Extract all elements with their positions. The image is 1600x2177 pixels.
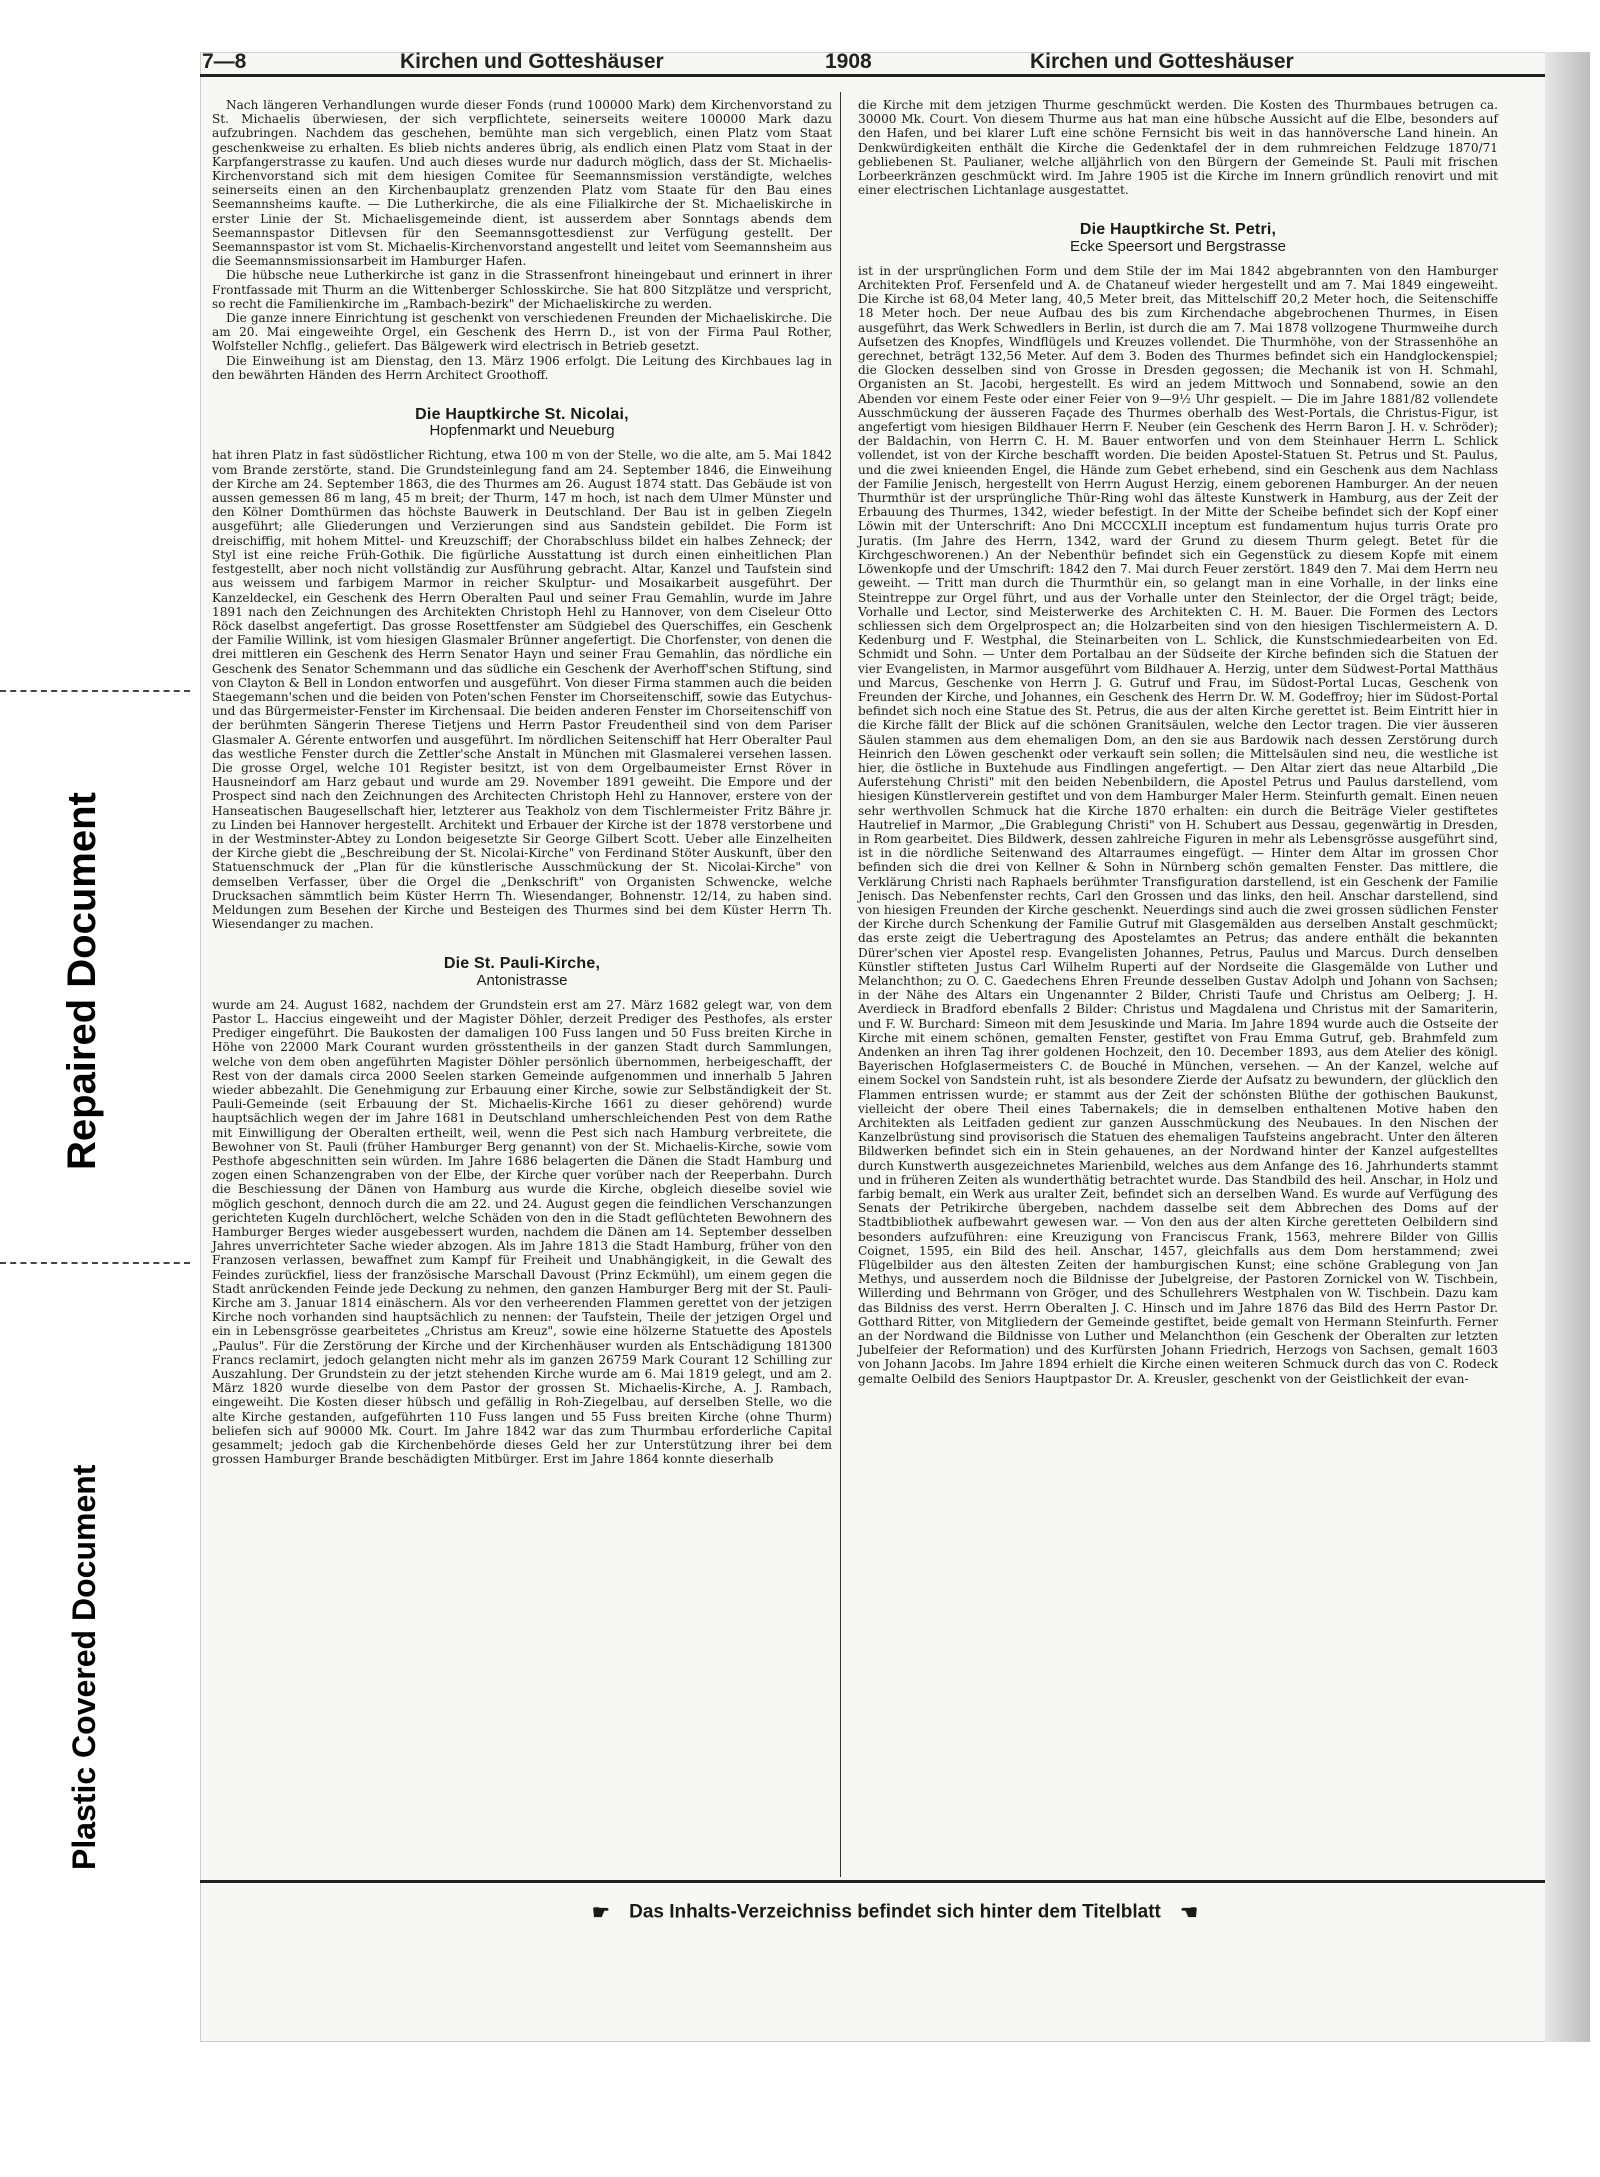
plastic-label-box bbox=[38, 1280, 118, 1880]
paragraph: Die Einweihung ist am Dienstag, den 13. März 1906 erfolgt. Die Leitung des Kirchbaues lag in den bewährten Händen des Herrn Architect Groothoff. bbox=[212, 353, 832, 382]
newspaper-page bbox=[200, 52, 1590, 2042]
section-title-pauli: Die St. Pauli-Kirche, bbox=[443, 955, 601, 973]
paragraph: Die ganze innere Einrichtung ist geschenkt von verschiedenen Freunden der Michaeliskirche. Die am 20. Mai eingeweihte Orgel, ein Geschenk des Herrn D., ist von der Firma Paul Rother, Wolfsteller Nchflg., geliefert. Das Bälgewerk wird electrisch in Betrieb gesetzt. bbox=[212, 311, 832, 354]
year-heading: 1908 bbox=[825, 50, 872, 73]
section-subtitle-petri: Ecke Speersort und Bergstrasse bbox=[1070, 237, 1286, 255]
separator-line bbox=[0, 690, 190, 692]
running-title-left: Kirchen und Gotteshäuser bbox=[400, 50, 664, 73]
section-subtitle-pauli: Antonistrasse bbox=[476, 971, 568, 989]
plastic-covered-label: Plastic Covered Document bbox=[66, 1464, 102, 1870]
right-column bbox=[858, 98, 1498, 1386]
page-edge-shadow bbox=[1545, 52, 1590, 2042]
pointing-hand-right-icon: ☛ bbox=[591, 1902, 610, 1924]
repaired-document-label: Repaired Document bbox=[60, 792, 104, 1170]
section-subtitle-nicolai: Hopfenmarkt und Neueburg bbox=[429, 422, 615, 440]
section-title-petri: Die Hauptkirche St. Petri, bbox=[1079, 221, 1277, 239]
running-title-right: Kirchen und Gotteshäuser bbox=[1030, 50, 1294, 73]
separator-line bbox=[0, 1262, 190, 1264]
footer-rule bbox=[200, 1880, 1590, 1883]
section-text-nicolai: hat ihren Platz in fast südöstlicher Richtung, etwa 100 m von der Stelle, wo die alte, am 5. Mai 1842 vom Brande zerstörte, stand. Die Grundsteinlegung fand am 24. September 1846, die Einweihung der Kirche am 24. September 1863, die des Thurmes am 26. August 1874 statt. Das Gebäude ist von aussen gemessen 86 m lang, 45 m breit; der Thurm, 147 m hoch, ist nach dem Ulmer Münster und den Kölner Domthürmen das höchste Bauwerk in Deutschland. Der Bau ist in gelben Ziegeln ausgeführt; alle Gliederungen und Verzierungen sind aus Sandstein gebildet. Die Form ist dreischiffig, mit hohem Mittel- und Kreuzschiff; der Chorabschluss bildet ein halbes Zehneck; der Styl ist eine reiche Früh-Gothik. Die figürliche Ausstattung ist durch einen einheitlichen Plan festgestellt, aber noch nicht vollständig zur Ausführung gebracht. Altar, Kanzel und Taufstein sind aus weissem und farbigem Marmor in reicher Skulptur- und Mosaikarbeit ausgeführt. Der Kanzeldeckel, ein Geschenk des Herrn Oberalten Paul und seiner Frau Gemahlin, wurde im Jahre 1891 nach den Zeichnungen des Architekten Christoph Hehl zu Hannover, von dem Ciseleur Otto Röck daselbst angefertigt. Das grosse Rosettfenster am Südgiebel des Querschiffes, ein Geschenk der Familie Willink, ist vom hiesigen Glasmaler Brünner angefertigt. Die Chorfenster, von denen die drei mittleren ein Geschenk des Herrn Senator Hayn und seiner Frau Gemahlin, das nördliche ein Geschenk des Senator Schemmann und das südliche ein Geschenk der Averhoff'schen Stiftung, sind von Clayton & Bell in London entworfen und ausgeführt. Von dieser Firma stammen auch die beiden Staegemann'schen und die beiden von Poten'schen Fenster im Chorseitenschiff, sowie das Eutychus- und das Bürgermeister-Fenster im Kirchensaal. Die beiden anderen Fenster im Chorseitenschiff von der berühmten Sängerin Therese Tietjens und Herrn Pastor Freudentheil sind von dem Pariser Glasmaler A. Gérente entworfen und ausgeführt. Im nördlichen Seitenschiff hat Herr Oberalter Paul das westliche Fenster durch die Zettler'sche Anstalt in München mit Glasmalerei versehen lassen. Die grosse Orgel, welche 101 Register besitzt, ist von dem Orgelbaumeister Ernst Röver in Hausneindorf am Harz gebaut und wurde am 29. November 1891 geweiht. Die Empore und der Prospect sind nach den Zeichnungen des Architecten Christoph Hehl zu Hannover, erstere von der Hanseatischen Baugesellschaft hier, letzterer aus Teakholz von dem Tischlermeister Fritz Bähre jr. zu Linden bei Hannover hergestellt. Architekt und Erbauer der Kirche ist der 1878 verstorbene und in der Westminster-Abtey zu London beigesetzte Sir George Gilbert Scott. Ueber alle Einzelheiten der Kirche giebt die „Beschreibung der St. Nicolai-Kirche" von Ferdinand Stöter Auskunft, über den Statuenschmuck der „Plan für die künstlerische Ausschmückung der St. Nicolai-Kirche" von demselben Verfasser, über die Orgel die „Denkschrift" von Organisten Schwencke, welche Drucksachen sämmtlich beim Küster Herrn Th. Wiesendanger, Bohnenstr. 12/14, zu haben sind. Meldungen zum Besehen der Kirche und Besteigen des Thurmes sind bei dem Küster Herrn Th. Wiesendanger zu machen. bbox=[212, 448, 832, 932]
paragraph: Die hübsche neue Lutherkirche ist ganz in die Strassenfront hineingebaut und erinnert in ihrer Frontfassade mit Thurm an die Wittenberger Schlosskirche. Sie hat 800 Sitzplätze und verspricht, so recht die Familienkirche im „Rambach-bezirk" der Michaeliskirche zu werden. bbox=[212, 268, 832, 311]
section-text-petri: ist in der ursprünglichen Form und dem Stile der im Mai 1842 abgebrannten von den Hamburger Architekten Prof. Fersenfeld und A. de Chataneuf wieder hergestellt und am 7. Mai 1849 eingeweiht. Die Kirche ist 68,04 Meter lang, 40,5 Meter breit, das Mittelschiff 20,2 Meter hoch, die Seitenschiffe 18 Meter hoch. Der neue Aufbau des bis zum Kirchendache abgebrochenen Thurmes, in Eisen ausgeführt, das Werk Schwedlers in Berlin, ist durch die am 7. Mai 1878 vollzogene Thurmweihe durch Aufsetzen des Knopfes, Windflügels und Kreuzes vollendet. Die Thurmhöhe, von der Strassenhöhe an gerechnet, beträgt 132,56 Meter. Auf dem 3. Boden des Thurmes befindet sich ein Handglockenspiel; die Glocken desselben sind von Grosse in Dresden gegossen; die Mechanik ist von H. Schmahl, Organisten an St. Jacobi, hergestellt. Es wird an jedem Mittwoch und Sonnabend, sowie an den Abenden vor einem Feste oder einer Feier von 9—9½ Uhr gespielt. — Die im Jahre 1881/82 vollendete Ausschmückung der äusseren Façade des Thurmes oberhalb des West-Portals, die Christus-Figur, ist angefertigt vom hiesigen Bildhauer Herrn F. Neuber (ein Geschenk des Herrn Baron J. H. v. Schröder); der Baldachin, von Herrn C. H. M. Bauer entworfen und von dem Steinhauer Herrn L. Schlick vollendet, ist von der Kirche beschafft worden. Die beiden Apostel-Statuen St. Petrus und St. Paulus, und die zwei knieenden Engel, die Hände zum Gebet erhebend, sind ein Geschenk aus dem Nachlass der Familie Jenisch, hergestellt von Herrn August Herzig, einem geborenen Hamburger. An der neuen Thurmthür ist der ursprüngliche Thür-Ring wohl das älteste Kunstwerk in Hamburg, aus der Zeit der Erbauung des Thurmes, 1342, wieder befestigt. In der Mitte der Scheibe befindet sich der Kopf einer Löwin mit der Unterschrift: Ano Dni MCCCXLII inceptum est fundamentum hujus turris Orate pro Juratis. (Im Jahre des Herrn, 1342, ward der Grund zu diesem Thurm gelegt. Betet für die Kirchgeschworenen.) An der Nebenthür befindet sich ein Gegenstück zu diesem Kopfe mit einem Löwenkopfe und der Umschrift: 1842 den 7. Mai durch Feuer zerstört. 1849 den 7. Mai dem Herrn neu geweiht. — Tritt man durch die Thurmthür ein, so gelangt man in eine Vorhalle, in der links eine Steintreppe zur Orgel führt, und aus der Vorhalle unter den Steinlector, der die Orgel trägt; beide, Vorhalle und Lector, sind Meisterwerke des Architekten C. H. M. Bauer. Die Formen des Lectors schliessen sich dem Orgelprospect an; die Holzarbeiten sind von den hiesigen Tischlermeistern A. D. Kedenburg und F. Westphal, die Steinarbeiten von L. Schlick, die Kunstschmiedearbeiten von Ed. Schmidt und Sohn. — Unter dem Portalbau an der Südseite der Kirche befinden sich die Statuen der vier Evangelisten, in Marmor ausgeführt vom Bildhauer A. Herzig, unter dem Südwest-Portal Matthäus und Marcus, Geschenke von Herrn J. G. Gutruf und Frau, im Südost-Portal Lucas, Geschenk von Freunden der Kirche, und Johannes, ein Geschenk des Herrn Dr. W. M. Godeffroy; hier im Südost-Portal befindet sich noch eine Statue des St. Petrus, die aus der alten Kirche gerettet ist. Beim Eintritt hier in die Kirche fällt der Blick auf die schönen Granitsäulen, welche den Lector tragen. Die vier äusseren Säulen stammen aus dem ehemaligen Dom, an den sie aus Bardowik nach dessen Zerstörung durch Heinrich den Löwen geschenkt oder verkauft sein sollen; die Mittelsäulen sind neu, die westliche ist hier, die östliche in Buxtehude aus Findlingen angefertigt. — Den Altar ziert das neue Altarbild „Die Auferstehung Christi" mit den beiden Nebenbildern, die Apostel Petrus und Paulus darstellend, vom hiesigen Künstlerverein gestiftet und von dem Hamburger Maler Herm. Steinfurth gemalt. Einen neuen sehr werthvollen Schmuck hat die Kirche 1870 erhalten: ein durch die Beiträge Vieler gestiftetes Hautrelief in Marmor, „Die Grablegung Christi" von H. Schubert aus Dessau, gegenwärtig in Dresden, in Rom gearbeitet. Dies Bildwerk, dessen zahlreiche Figuren in mehr als Lebensgrösse ausgeführt sind, ist in die nördliche Seitenwand des Altarraumes eingefügt. — Hinter dem Altar im grossen Chor befinden sich die drei von Kellner & Sohn in Nürnberg schön gemalten Fenster. Das mittlere, die Verklärung Christi nach Raphaels berühmter Transfiguration darstellend, ist ein Geschenk der Familie Jenisch. Das Nebenfenster rechts, Carl den Grossen und das links, den heil. Anschar darstellend, sind von hiesigen Freunden der Kirche geschenkt. Neuerdings sind auch die zwei grossen südlichen Fenster der Kirche durch Schenkung der Familie Gutruf mit Glasgemälden aus derselben Anstalt geschmückt; das erste zeigt die Uebertragung des Apostelamtes an Petrus; das andere enthält die bekannten Dürer'schen vier Apostel resp. Evangelisten Johannes, Petrus, Paulus und Marcus. Durch denselben Künstler stifteten Justus Carl Wilhelm Ruperti auf der Nordseite die Glasgemälde von Luther und Melanchthon; zu O. C. Gaedechens Ehren Freunde desselben Gustav Adolph und Johann von Sachsen; in der Nähe des Altars ein Ungenannter 2 Bilder, Christi Taufe und Christus am Oelberg; J. H. Averdieck in Bradford ebenfalls 2 Bilder: Christus und Magdalena und Christus mit der Samariterin, und F. W. Burchard: Simeon mit dem Jesuskinde und Maria. Im Jahre 1894 wurde auch die Ostseite der Kirche mit einem schönen, gemalten Fenster, gestiftet von Frau Emma Gutruf, geb. Brahmfeld zum Andenken an ihren Tag ihrer goldenen Hochzeit, den 10. December 1893, aus dem Atelier des königl. Bayerischen Hofglasermeisters C. de Bouché in München, versehen. — An der Kanzel, welche auf einem Sockel von Sandstein ruht, ist als besondere Zierde der Aufsatz zu bewundern, der glücklich den Flammen entrissen wurde; er stammt aus der Zeit der schönsten Blüthe der gothischen Baukunst, vielleicht der obere Theil eines Tabernakels; die in demselben enthaltenen Motive haben den Architekten als Leitfaden gedient zur ganzen Ausschmückung des Neubaues. In den Nischen der Kanzelbrüstung sind provisorisch die Statuen des ehemaligen Taufsteins angebracht. Unter den älteren Bildwerken befindet sich ein in Stein gehauenes, an der Nordwand hinter der Kanzel aufgestelltes durch Kunstwerth ausgezeichnetes Marienbild, welches aus dem Anfange des 16. Jahrhunderts stammt und in früheren Zeiten als wunderthätig betrachtet wurde. Das Standbild des heil. Anschar, in Holz und farbig bemalt, ein Werk aus uralter Zeit, befindet sich an derselben Wand. Es wurde auf Verfügung des Senats der Petrikirche übergeben, nachdem dasselbe seit dem Abbrechen des Doms auf der Stadtbibliothek aufbewahrt gewesen war. — Von den aus der alten Kirche geretteten Oelbildern sind besonders aufzuführen: eine Kreuzigung von Franciscus Frank, 1563, mehrere Bilder von Gillis Coignet, 1595, ein Bild des heil. Anschar, 1457, gleichfalls aus dem Dom herstammend; zwei Flügelbilder aus den ältesten Zeiten der hamburgischen Kunst; eine schöne Grablegung von Jan Methys, und ausserdem noch die Bildnisse der Jubelgreise, der Pastoren Zornickel von W. Tischbein, Willerding und Behrmann von Gröger, und des Schullehrers Westphalen von W. Tischbein. Dazu kam das Bildniss des verst. Herrn Oberalten J. C. Hinsch und im Jahre 1876 das Bild des Herrn Pastor Dr. Gotthard Ritter, von Mitgliedern der Gemeinde gestiftet, beide gemalt von Hermann Steinfurth. Ferner an der Nordwand die Bildnisse von Luther und Melanchthon (ein Geschenk der Oberalten zur letzten Jubelfeier der Reformation) und des Kurfürsten Johann Friedrich, Herzogs von Sachsen, gemalt 1603 von Johann Jacobs. Im Jahre 1894 erhielt die Kirche einen weiteren Schmuck durch das von C. Rodeck gemalte Oelbild des Seniors Hauptpastor Dr. A. Kreusler, geschenkt von der Geistlichkeit der evan- bbox=[858, 263, 1498, 1386]
footer-notice-text: Das Inhalts-Verzeichniss befindet sich hinter dem Titelblatt bbox=[629, 1901, 1161, 1923]
paragraph: Nach längeren Verhandlungen wurde dieser Fonds (rund 100000 Mark) dem Kirchenvorstand zu St. Michaelis überwiesen, der sich verpflichtete, seinerseits weitere 100000 Mark dazu aufzubringen. Nachdem das geschehen, bemühte man sich vergeblich, einen Platz vom Staat geschenkweise zu erhalten. Es blieb nichts anderes übrig, als endlich einen Platz vom Staat in der Karpfangerstrasse zu kaufen. Und auch dieses wurde nur dadurch möglich, dass der St. Michaelis-Kirchenvorstand sich mit dem hiesigen Comitee für Seemannsmission verständigte, welches seinerseits einen an den Kirchenbauplatz grenzenden Platz vom Staate für den Bau eines Seemannsheims kaufte. — Die Lutherkirche, die als eine Filialkirche der St. Michaeliskirche in erster Linie der St. Michaelisgemeinde dient, ist ausserdem aber Sonntags abends dem Seemannspastor Ditlevsen für den Seemannsgottesdienst zur Verfügung gestellt. Der Seemannspastor ist vom St. Michaelis-Kirchenvorstand angestellt und leitet vom Seemannsheim aus die Seemannsmissionsarbeit im Hamburger Hafen. bbox=[212, 98, 832, 269]
paragraph: die Kirche mit dem jetzigen Thurme geschmückt werden. Die Kosten des Thurmbaues betrugen ca. 30000 Mk. Court. Von diesem Thurme aus hat man eine hübsche Aussicht auf die Elbe, besonders auf den Hafen, und bei klarer Luft eine schöne Fernsicht bis weit in das hannöversche Land hinein. An Denkwürdigkeiten enthält die Kirche die Gedenktafel der in dem ruhmreichen Feldzuge 1870/71 gebliebenen St. Paulianer, welche alljährlich von den Bürgern der Gemeinde St. Pauli mit frischen Lorbeerkränzen geschmückt wird. Im Jahre 1905 ist die Kirche im Innern gründlich renovirt und mit einer electrischen Lichtanlage ausgestattet. bbox=[858, 98, 1498, 198]
section-text-pauli: wurde am 24. August 1682, nachdem der Grundstein erst am 27. März 1682 gelegt war, von dem Pastor L. Haccius eingeweiht und der Magister Döhler, derzeit Prediger des Pesthofes, als erster Prediger eingeführt. Die Baukosten der damaligen 100 Fuss langen und 50 Fuss breiten Kirche in Höhe von 22000 Mark Courant wurden grösstentheils in der ganzen Stadt durch Sammlungen, welche von dem oben angeführten Magister Döhler persönlich übernommen, herbeigeschafft, der Rest von der damals circa 2000 Seelen starken Gemeinde aufgenommen und innerhalb 5 Jahren wieder abbezahlt. Die Genehmigung zur Erbauung einer Kirche, sowie zur Selbständigkeit der St. Pauli-Gemeinde (seit Erbauung der St. Michaelis-Kirche 1661 zu dieser gehörend) wurde hauptsächlich wegen der im Jahre 1681 in Deutschland umherschleichenden Pest von dem Rathe mit Einwilligung der Oberalten ertheilt, weil, wenn die Pest sich nach Hamburg verbreitete, die Bewohner von St. Pauli (früher Hamburger Berg genannt) von der St. Michaelis-Kirche, sowie vom Pesthofe abgeschnitten sein würden. Im Jahre 1686 belagerten die Dänen die Stadt Hamburg und zogen einen Schanzengraben von der Elbe, der Kirche quer vorüber nach der Reeperbahn. Durch die Beschiessung der Dänen von Hamburg aus wurde die Kirche, obgleich dieselbe soviel wie möglich geschont, dennoch durch die am 22. und 24. August gegen die feindlichen Verschanzungen gerichteten Kugeln durchlöchert, welche Schäden von den in die Stadt geflüchteten Bewohnern des Hamburger Berges wieder ausgebessert wurden, nachdem die Dänen am 14. September desselben Jahres unverrichteter Sache wieder abzogen. Als im Jahre 1813 die Stadt Hamburg, früher von den Franzosen verlassen, bewaffnet zum Kampf für Freiheit und Unabhängigkeit, in die Gewalt des Feindes zurückfiel, liess der französische Marschall Davoust (Prinz Eckmühl), um einem gegen die Stadt anrückenden Feinde jede Deckung zu nehmen, den ganzen Hamburger Berg mit der St. Pauli-Kirche am 3. Januar 1814 einäschern. Als vor den verheerenden Flammen gerettet von der jetzigen Kirche noch vorhanden sind hauptsächlich zu nennen: der Taufstein, Theile der jetzigen Orgel und ein in Lebensgrösse gearbeitetes „Christus am Kreuz", sowie eine hölzerne Statuette des Apostels „Paulus". Für die Zerstörung der Kirche und der Kirchenhäuser wurden als Entschädigung 181300 Francs reclamirt, jedoch gelangten nicht mehr als im ganzen 26759 Mark Courant 12 Schilling zur Auszahlung. Der Grundstein zu der jetzt stehenden Kirche wurde am 6. Mai 1819 gelegt, und am 2. März 1820 wurde dieselbe von dem Pastor der grossen St. Michaelis-Kirche, A. J. Rambach, eingeweiht. Die Kosten dieser hübsch und gefällig in Roh-Ziegelbau, auf derselben Stelle, wo die alte Kirche gestanden, aufgeführten 110 Fuss langen und 55 Fuss breiten Kirche (ohne Thurm) beliefen sich auf 90000 Mk. Court. Im Jahre 1842 war das zum Thurmbau erforderliche Capital gesammelt; jedoch gab die Kirchenbehörde dieses Geld her zur Unterstützung ihrer bei dem grossen Hamburger Brande beschädigten Mitbürger. Erst im Jahre 1864 konnte dieserhalb bbox=[212, 997, 832, 1467]
repaired-label-box bbox=[38, 700, 118, 1180]
page-header bbox=[200, 52, 1590, 77]
footer-notice bbox=[200, 1900, 1590, 1925]
page-number: 7—8 bbox=[202, 50, 247, 73]
archival-sidebar bbox=[0, 0, 190, 2177]
pointing-hand-left-icon: ☚ bbox=[1180, 1902, 1199, 1924]
section-title-nicolai: Die Hauptkirche St. Nicolai, bbox=[415, 406, 629, 424]
column-divider bbox=[840, 92, 841, 1877]
left-column bbox=[212, 98, 832, 1466]
